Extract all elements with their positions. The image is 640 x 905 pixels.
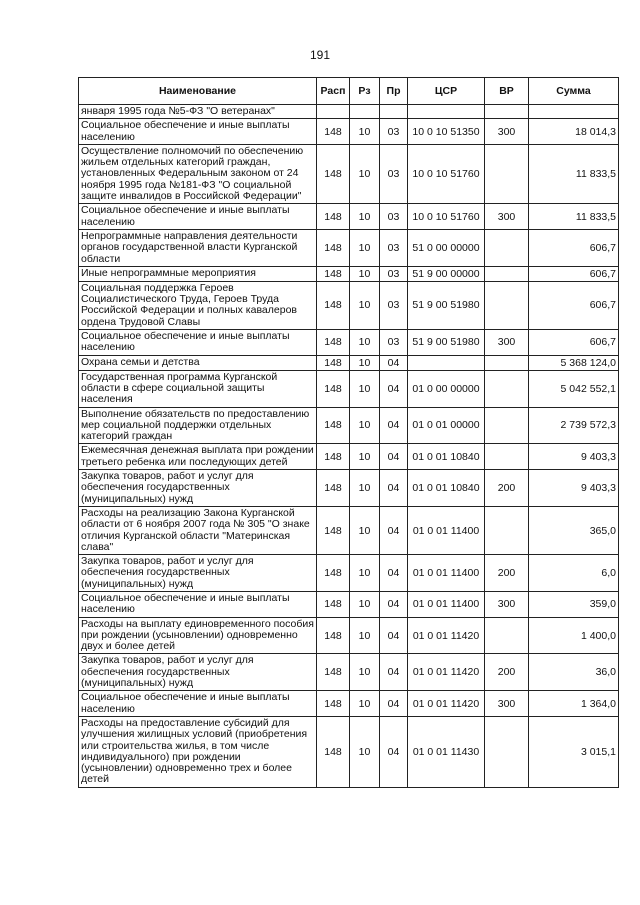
cell-pr: 04 (380, 370, 408, 407)
cell-sum: 1 400,0 (529, 617, 619, 654)
cell-sum: 11 833,5 (529, 144, 619, 203)
cell-name: Социальная поддержка Героев Социалистического Труда, Героев Труда Российской Федерации и полных кавалеров ордена Трудовой Славы (79, 281, 317, 329)
cell-rasp: 148 (317, 281, 350, 329)
cell-name: Социальное обеспечение и иные выплаты населению (79, 330, 317, 356)
cell-rz: 10 (350, 691, 380, 717)
cell-name: Социальное обеспечение и иные выплаты населению (79, 119, 317, 145)
cell-pr: 04 (380, 691, 408, 717)
cell-rz: 10 (350, 119, 380, 145)
cell-vr: 300 (485, 591, 529, 617)
cell-rz: 10 (350, 229, 380, 266)
cell-pr: 04 (380, 355, 408, 370)
cell-sum: 6,0 (529, 555, 619, 592)
cell-rasp: 148 (317, 330, 350, 356)
cell-rz: 10 (350, 330, 380, 356)
cell-rasp: 148 (317, 555, 350, 592)
cell-sum: 9 403,3 (529, 470, 619, 507)
table-row (79, 204, 619, 230)
cell-pr: 03 (380, 229, 408, 266)
cell-vr (485, 617, 529, 654)
cell-csr: 51 9 00 51980 (408, 281, 485, 329)
cell-csr: 51 0 00 00000 (408, 229, 485, 266)
cell-rz (350, 105, 380, 119)
cell-rasp: 148 (317, 654, 350, 691)
cell-rz: 10 (350, 716, 380, 787)
cell-vr: 300 (485, 330, 529, 356)
table-row (79, 281, 619, 329)
cell-sum: 606,7 (529, 330, 619, 356)
cell-pr (380, 105, 408, 119)
table-row (79, 266, 619, 281)
cell-name: января 1995 года №5-ФЗ "О ветеранах" (79, 105, 317, 119)
cell-rasp: 148 (317, 229, 350, 266)
cell-pr: 03 (380, 330, 408, 356)
header-sum: Сумма (529, 78, 619, 105)
cell-vr (485, 105, 529, 119)
cell-pr: 04 (380, 654, 408, 691)
cell-rasp: 148 (317, 119, 350, 145)
cell-rasp: 148 (317, 204, 350, 230)
cell-vr (485, 144, 529, 203)
cell-name: Закупка товаров, работ и услуг для обеспечения государственных (муниципальных) нужд (79, 654, 317, 691)
cell-rz: 10 (350, 266, 380, 281)
cell-sum: 606,7 (529, 281, 619, 329)
cell-rasp: 148 (317, 716, 350, 787)
cell-csr: 10 0 10 51760 (408, 204, 485, 230)
cell-vr: 200 (485, 470, 529, 507)
table-row (79, 407, 619, 444)
cell-vr: 200 (485, 555, 529, 592)
header-csr: ЦСР (408, 78, 485, 105)
cell-rz: 10 (350, 370, 380, 407)
cell-rz: 10 (350, 654, 380, 691)
cell-rasp: 148 (317, 506, 350, 554)
cell-csr: 51 9 00 00000 (408, 266, 485, 281)
cell-sum: 1 364,0 (529, 691, 619, 717)
cell-sum: 606,7 (529, 266, 619, 281)
cell-csr: 01 0 00 00000 (408, 370, 485, 407)
cell-csr: 01 0 01 11400 (408, 555, 485, 592)
cell-vr (485, 266, 529, 281)
cell-name: Непрограммные направления деятельности органов государственной власти Курганской области (79, 229, 317, 266)
cell-pr: 03 (380, 119, 408, 145)
cell-sum: 11 833,5 (529, 204, 619, 230)
table-row (79, 506, 619, 554)
cell-csr: 01 0 01 00000 (408, 407, 485, 444)
cell-sum: 359,0 (529, 591, 619, 617)
cell-pr: 03 (380, 204, 408, 230)
cell-sum: 365,0 (529, 506, 619, 554)
budget-table (78, 77, 619, 788)
cell-rasp: 148 (317, 370, 350, 407)
cell-pr: 04 (380, 470, 408, 507)
cell-name: Охрана семьи и детства (79, 355, 317, 370)
cell-name: Расходы на предоставление субсидий для улучшения жилищных условий (приобретения или строительства жилья, в том числе индивидуального) при рождении (усыновлении) одновременно трех и более детей (79, 716, 317, 787)
table-row (79, 591, 619, 617)
header-rasp: Расп (317, 78, 350, 105)
page-number: 191 (309, 48, 331, 62)
cell-sum (529, 105, 619, 119)
cell-vr: 300 (485, 204, 529, 230)
cell-rz: 10 (350, 506, 380, 554)
cell-vr (485, 370, 529, 407)
table-row (79, 691, 619, 717)
cell-sum: 606,7 (529, 229, 619, 266)
table-row (79, 370, 619, 407)
cell-pr: 04 (380, 407, 408, 444)
cell-sum: 36,0 (529, 654, 619, 691)
table-row (79, 119, 619, 145)
cell-sum: 5 368 124,0 (529, 355, 619, 370)
cell-rasp: 148 (317, 691, 350, 717)
cell-rasp: 148 (317, 355, 350, 370)
cell-rasp: 148 (317, 144, 350, 203)
cell-pr: 04 (380, 506, 408, 554)
cell-csr: 10 0 10 51350 (408, 119, 485, 145)
cell-vr (485, 355, 529, 370)
cell-name: Расходы на выплату единовременного пособия при рождении (усыновлении) одновременно двух и более детей (79, 617, 317, 654)
cell-vr: 300 (485, 119, 529, 145)
cell-name: Осуществление полномочий по обеспечению жильем отдельных категорий граждан, установленных Федеральным законом от 24 ноября 1995 года №181-ФЗ "О социальной защите инвалидов в Российской Федерации" (79, 144, 317, 203)
cell-rasp: 148 (317, 591, 350, 617)
cell-sum: 3 015,1 (529, 716, 619, 787)
cell-rz: 10 (350, 144, 380, 203)
cell-csr: 01 0 01 11420 (408, 654, 485, 691)
cell-csr: 01 0 01 11400 (408, 591, 485, 617)
cell-name: Иные непрограммные мероприятия (79, 266, 317, 281)
header-vr: ВР (485, 78, 529, 105)
cell-csr: 10 0 10 51760 (408, 144, 485, 203)
cell-rz: 10 (350, 617, 380, 654)
cell-vr (485, 506, 529, 554)
cell-csr: 01 0 01 10840 (408, 444, 485, 470)
cell-csr: 51 9 00 51980 (408, 330, 485, 356)
cell-rasp: 148 (317, 407, 350, 444)
cell-rz: 10 (350, 555, 380, 592)
table-row (79, 355, 619, 370)
cell-rz: 10 (350, 591, 380, 617)
header-pr: Пр (380, 78, 408, 105)
table-header-row (79, 78, 619, 105)
cell-vr (485, 407, 529, 444)
cell-rz: 10 (350, 470, 380, 507)
cell-vr: 200 (485, 654, 529, 691)
table-row (79, 470, 619, 507)
cell-name: Закупка товаров, работ и услуг для обеспечения государственных (муниципальных) нужд (79, 555, 317, 592)
cell-pr: 04 (380, 444, 408, 470)
cell-name: Выполнение обязательств по предоставлению мер социальной поддержки отдельных категорий граждан (79, 407, 317, 444)
table-row (79, 617, 619, 654)
cell-sum: 9 403,3 (529, 444, 619, 470)
cell-pr: 04 (380, 591, 408, 617)
table-row (79, 716, 619, 787)
table-row (79, 654, 619, 691)
cell-name: Ежемесячная денежная выплата при рождении третьего ребенка или последующих детей (79, 444, 317, 470)
cell-csr: 01 0 01 10840 (408, 470, 485, 507)
cell-pr: 03 (380, 266, 408, 281)
cell-name: Социальное обеспечение и иные выплаты населению (79, 691, 317, 717)
cell-vr: 300 (485, 691, 529, 717)
cell-rz: 10 (350, 407, 380, 444)
cell-csr: 01 0 01 11420 (408, 617, 485, 654)
cell-rasp: 148 (317, 617, 350, 654)
table-row (79, 105, 619, 119)
table-row (79, 229, 619, 266)
cell-rasp (317, 105, 350, 119)
table-row (79, 444, 619, 470)
cell-pr: 04 (380, 617, 408, 654)
cell-name: Государственная программа Курганской области в сфере социальной защиты населения (79, 370, 317, 407)
cell-rasp: 148 (317, 266, 350, 281)
cell-pr: 03 (380, 281, 408, 329)
cell-csr (408, 105, 485, 119)
cell-name: Расходы на реализацию Закона Курганской области от 6 ноября 2007 года № 305 "О знаке отличия Курганской области "Материнская слава" (79, 506, 317, 554)
table-row (79, 555, 619, 592)
cell-rz: 10 (350, 444, 380, 470)
cell-vr (485, 444, 529, 470)
cell-name: Закупка товаров, работ и услуг для обеспечения государственных (муниципальных) нужд (79, 470, 317, 507)
cell-vr (485, 281, 529, 329)
cell-rz: 10 (350, 281, 380, 329)
cell-rz: 10 (350, 204, 380, 230)
cell-csr: 01 0 01 11400 (408, 506, 485, 554)
cell-pr: 04 (380, 555, 408, 592)
cell-name: Социальное обеспечение и иные выплаты населению (79, 204, 317, 230)
cell-name: Социальное обеспечение и иные выплаты населению (79, 591, 317, 617)
table-row (79, 144, 619, 203)
header-name: Наименование (79, 78, 317, 105)
cell-sum: 18 014,3 (529, 119, 619, 145)
header-rz: Рз (350, 78, 380, 105)
cell-csr (408, 355, 485, 370)
cell-rz: 10 (350, 355, 380, 370)
cell-pr: 03 (380, 144, 408, 203)
cell-csr: 01 0 01 11430 (408, 716, 485, 787)
cell-rasp: 148 (317, 444, 350, 470)
cell-vr (485, 229, 529, 266)
cell-sum: 5 042 552,1 (529, 370, 619, 407)
cell-csr: 01 0 01 11420 (408, 691, 485, 717)
cell-rasp: 148 (317, 470, 350, 507)
table-row (79, 330, 619, 356)
cell-vr (485, 716, 529, 787)
cell-sum: 2 739 572,3 (529, 407, 619, 444)
cell-pr: 04 (380, 716, 408, 787)
